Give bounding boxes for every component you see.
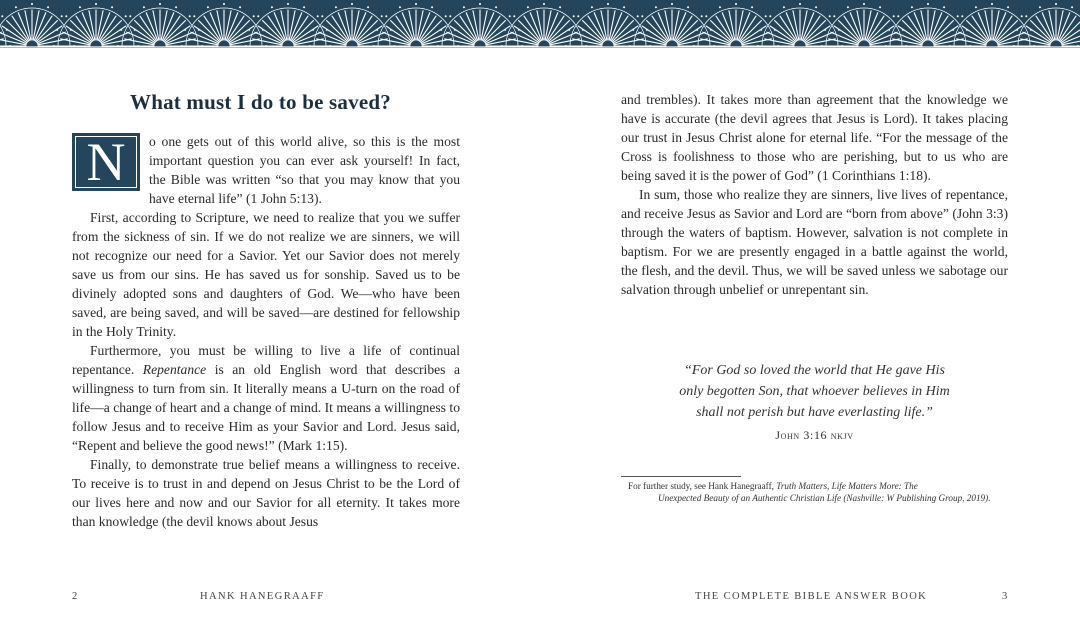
page-number-right: 3 — [1002, 591, 1009, 602]
paragraph-continued: and trembles). It takes more than agreement that the knowledge we have is accurate (the devil agrees that Jesus is Lord). It takes placing our trust in Jesus Christ alone for eternal life. “For the message of the Cross is foolishness to those who are perishing, but to us who are being saved it is the power of God” (1 Corinthians 1:18). — [621, 92, 1008, 183]
fan-pattern-banner — [0, 0, 1080, 48]
quote-line-3: shall not perish but have everlasting life.” — [696, 405, 933, 420]
quote-line-2: only begotten Son, that whoever believes in Him — [679, 384, 950, 399]
scripture-quote — [621, 360, 1008, 446]
paragraph-4: Finally, to demonstrate true belief means a willingness to receive. To receive is to trust in and depend on Jesus Christ to be the Lord of our lives here and now and our Savior for all eternity. It takes more than knowledge (the devil knows about Jesus — [72, 457, 460, 529]
paragraph-summary: In sum, those who realize they are sinners, live lives of repentance, and receive Jesus as Savior and Lord are “born from above” (John 3:3) through the waters of baptism. However, salvation is not complete in baptism. For we are presently engaged in a battle against the world, the flesh, and the devil. Thus, we will be saved unless we sabotage our salvation through unbelief or unrepentant sin. — [621, 187, 1008, 297]
paragraph-3: Furthermore, you must be willing to live a life of continual repentance. Repentance is an old English word that describes a willingness to turn from sin. It literally means a U-turn on the road of life—a change of heart and a change of mind. It means a willingness to follow Jesus and to receive Him as your Savior and Lord. Jesus said, “Repent and believe the good news!” (Mark 1:15). — [72, 343, 460, 453]
left-page — [0, 48, 540, 640]
quote-line-1: “For God so loved the world that He gave His — [684, 363, 945, 378]
running-head-book: THE COMPLETE BIBLE ANSWER BOOK — [695, 591, 928, 602]
paragraph-2: First, according to Scripture, we need to realize that you we suffer from the sickness of sin. If we do not realize we are sinners, we will not recognize our need for a Savior. Yet our Savior does not merely save us from our sins. He has saved us for sonship. Saved us to be divinely adopted sons and daughters of God. We—who have been saved, are being saved, and will be saved—are destined for fellowship in the Holy Trinity. — [72, 210, 460, 339]
right-page — [540, 48, 1080, 640]
quote-reference: John 3:16 nkjv — [775, 428, 854, 442]
footnote-rule — [621, 476, 741, 477]
page-number-left: 2 — [72, 591, 79, 602]
paragraph-1: N o one gets out of this world alive, so this is the most important question you can ever ask yourself! In fact, the Bible was written “so that you may know that you have eternal life” (1 John 5:13). — [72, 132, 460, 208]
left-body-text — [72, 132, 460, 531]
footnote: For further study, see Hank Hanegraaff, Truth Matters, Life Matters More: The Unexpected Beauty of an Authentic Christian Life (Nashville: W Publishing Group, 2019). — [628, 481, 991, 503]
repentance-term: Repentance — [142, 362, 207, 377]
right-body-text — [621, 90, 1008, 299]
dropcap-initial: N — [72, 133, 140, 191]
running-head-author: HANK HANEGRAAFF — [200, 591, 325, 602]
page-title: What must I do to be saved? — [130, 90, 391, 114]
